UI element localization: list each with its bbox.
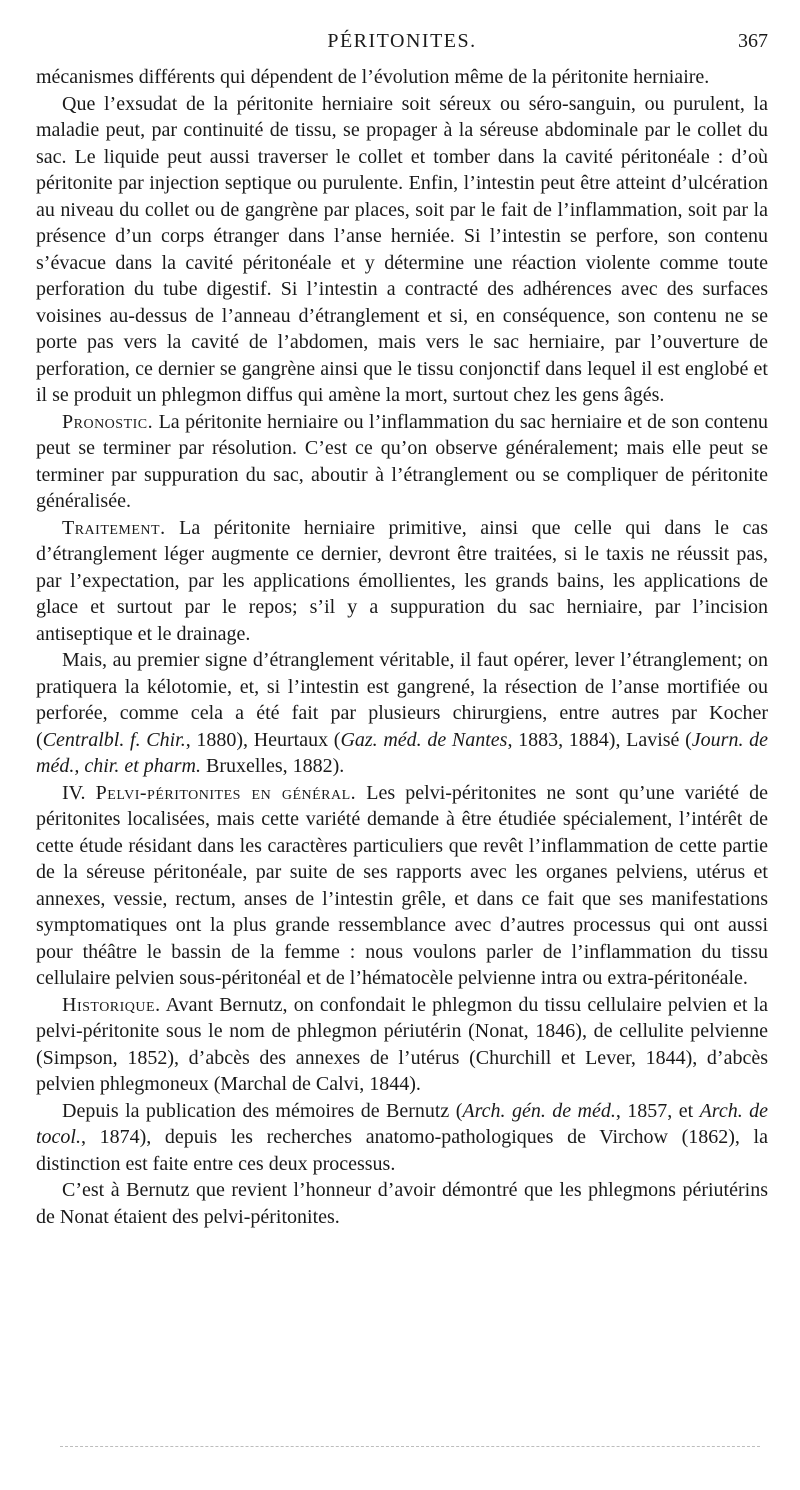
section-heading-traitement: Traitement. [62, 516, 166, 539]
paragraph-text: , 1883, 1884), Lavisé ( [507, 728, 692, 751]
paragraph-pelvi-peritonites [36, 780, 768, 992]
paragraph-text: La péritonite herniaire primitive, ainsi que celle qui dans le cas d’étranglement léger augmente ce dernier, devront être traitées, si le taxis ne réussit pas, par l’expectation, par les applications émollientes, les grands bains, les applications de glace et surtout par le repos; s’il y a suppuration du sac herniaire, par l’incision antiseptique et le drainage. [36, 516, 768, 645]
paragraph-historique [36, 992, 768, 1098]
section-heading-pronostic: Pronostic. [62, 410, 154, 433]
section-heading-pelvi: Pelvi-péritonites en général. [95, 781, 357, 804]
paragraph-traitement [36, 515, 768, 648]
paragraph-text: La péritonite herniaire ou l’inflammation du sac herniaire et de son contenu peut se terminer par résolution. C’est ce qu’on observe généralement; mais elle peut se terminer par suppuration du sac, aboutir à l’étranglement ou se compliquer de péritonite généralisée. [36, 410, 768, 512]
page-header [36, 30, 768, 56]
paragraph-text: , 1857, et [615, 1099, 700, 1122]
paragraph-text: Depuis la publication des mémoires de Bernutz ( [62, 1099, 463, 1122]
citation-gaz-med: Gaz. méd. de Nantes [340, 728, 508, 751]
paragraph-exsudat [36, 91, 768, 409]
paragraph-bernutz-honneur [36, 1177, 768, 1230]
paragraph-text: Les pelvi-péritonites ne sont qu’une variété de péritonites localisées, mais cette variété demande à être étudiée spécialement, l’intérêt de cette étude résidant dans les caractères particuliers que revêt l’inflammation de cette partie de la séreuse péritonéale, par suite de ses rapports avec les organes pelviens, utérus et annexes, vessie, rectum, anses de l’intestin grêle, et dans ce fait que ses manifestations symptomatiques ont la plus grande ressemblance avec d’autres processus qui ont aussi pour théâtre le bassin de la femme : nous voulons parler de l’inflammation du tissu cellulaire pelvien sous-péritonéal et de l’hématocèle pelvienne intra ou extra-péritonéale. [36, 781, 768, 989]
paragraph-text: Mais, au premier signe d’étranglement véritable, il faut opérer, lever l’étranglement; on pratiquera la kélotomie, et, si l’intestin est gangrené, la résection de l’anse mortifiée ou perforée, comme cela a été fait par plusieurs chirurgiens, entre autres par Kocher ( [36, 649, 768, 751]
paragraph-text: Que l’exsudat de la péritonite herniaire soit séreux ou séro-sanguin, ou purulent, la maladie peut, par continuité de tissu, se propager à la séreuse abdominale par le collet du sac. Le liquide peut aussi traverser le collet et tomber dans la cavité péritonéale : d’où péritonite par injection septique ou purulente. Enfin, l’intestin peut être atteint d’ulcération au niveau du collet ou de gangrène par places, soit par le fait de l’inflammation, soit par la présence d’un corps étranger dans l’anse herniée. Si l’intestin se perfore, son contenu s’évacue dans la cavité péritonéale et y détermine une réaction violente comme toute perforation du tube digestif. Si l’intestin a contracté des adhérences avec des surfaces voisines au-dessus de l’anneau d’étranglement et si, en conséquence, son contenu ne se porte pas vers la cavité de l’abdomen, mais vers le sac herniaire, par l’ouverture de perforation, ce dernier se gangrène ainsi que le tissu conjonctif dans lequel il est englobé et il se produit un phlegmon diffus qui amène la mort, surtout chez les gens âgés. [36, 92, 768, 406]
paragraph-bernutz-memoires [36, 1098, 768, 1178]
citation-arch-gen-med: Arch. gén. de méd. [462, 1099, 616, 1122]
citation-centralbl: Centralbl. f. Chir. [42, 728, 186, 751]
paragraph-pronostic [36, 409, 768, 515]
body-text [36, 64, 768, 1230]
bottom-rule [60, 1446, 760, 1447]
paragraph-text: Avant Bernutz, on confondait le phlegmon du tissu cellulaire pelvien et la pelvi-péritonite sous le nom de phlegmon périutérin (Nonat, 1846), de cellulite pelvienne (Simpson, 1852), d’abcès des annexes de l’utérus (Churchill et Lever, 1844), d’abcès pelvien phlegmoneux (Marchal de Calvi, 1844). [36, 993, 768, 1095]
paragraph-text: C’est à Bernutz que revient l’honneur d’avoir démontré que les phlegmons périutérins de Nonat étaient des pelvi-péritonites. [36, 1179, 768, 1228]
page-number: 367 [738, 30, 768, 52]
section-heading-historique: Historique. [62, 993, 161, 1016]
citation-journ-med: Journ. de méd., chir. et pharm. [36, 728, 768, 777]
paragraph-text: , 1880), Heurtaux ( [185, 728, 341, 751]
paragraph-text: mécanismes différents qui dépendent de l’évolution même de la péritonite herniaire. [36, 66, 710, 88]
running-title: PÉRITONITES. [327, 30, 477, 52]
paragraph-operation [36, 647, 768, 780]
paragraph-text: , 1874), depuis les recherches anatomo-pathologiques de Virchow (1862), la distinction est faite entre ces deux processus. [36, 1126, 768, 1175]
paragraph-text: Bruxelles, 1882). [200, 755, 345, 777]
paragraph-continuation [36, 64, 768, 91]
citation-arch-tocol: Arch. de tocol. [36, 1099, 768, 1148]
section-number: IV. [62, 781, 86, 804]
